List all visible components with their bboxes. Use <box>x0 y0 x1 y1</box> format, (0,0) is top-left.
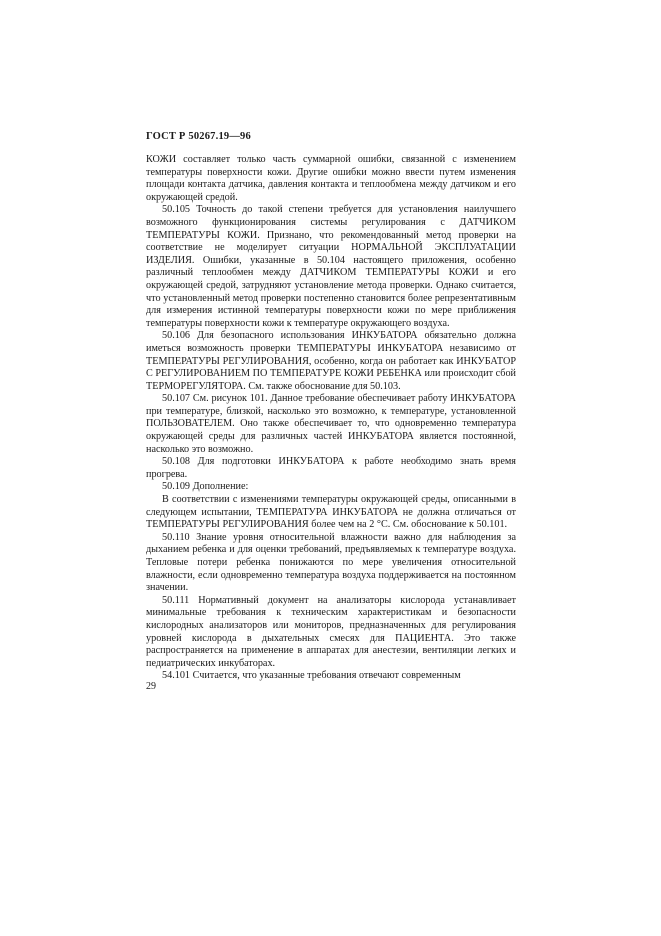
paragraph-50-108: 50.108 Для подготовки ИНКУБАТОРА к работе необходимо знать время прогрева. <box>146 456 516 480</box>
paragraph-50-109-text: В соответствии с изменениями температуры окружающей среды, описанными в следующем испытании, ТЕМПЕРАТУРА ИНКУБАТОРА не должна отличаться от ТЕМПЕРАТУРЫ РЕГУЛИРОВАНИЯ более чем на 2 °С. См. обоснование к 50.101. <box>146 494 516 531</box>
paragraph-50-111: 50.111 Нормативный документ на анализаторы кислорода устанавливает минимальные требования к техническим характеристикам и безопасности кислородных анализаторов или мониторов, предназначенных для регулирования уровней кислорода в дыхательных смесях для ПАЦИЕНТА. Это также распространяется на применение в аппаратах для анестезии, вентиляции легких и педиатрических инкубаторах. <box>146 594 516 669</box>
paragraph-50-110: 50.110 Знание уровня относительной влажности важно для наблюдения за дыханием ребенка и для оценки требований, предъявляемых к температуре воздуха. Тепловые потери ребенка понижаются по мере увеличения относительной влажности, если одновременно температура воздуха поддерживается на постоянном значении. <box>146 531 516 594</box>
document-header: ГОСТ Р 50267.19—96 <box>146 131 251 142</box>
paragraph-continuation: КОЖИ составляет только часть суммарной ошибки, связанной с изменением температуры поверхности кожи. Другие ошибки можно ввести путем изменения площади контакта датчика, давления контакта и теплообмена между датчиком и его окружающей средой. <box>146 154 516 203</box>
page-number: 29 <box>146 681 156 692</box>
document-body <box>146 154 516 683</box>
paragraph-50-105: 50.105 Точность до такой степени требуется для установления наилучшего возможного функционирования системы регулирования с ДАТЧИКОМ ТЕМПЕРАТУРЫ КОЖИ. Признано, что рекомендованный метод проверки на соответствие не моделирует ситуации НОРМАЛЬНОЙ ЭКСПЛУАТАЦИИ ИЗДЕЛИЯ. Ошибки, указанные в 50.104 настоящего приложения, особенно различный теплообмен между ДАТЧИКОМ ТЕМПЕРАТУРЫ КОЖИ и его окружающей средой, затрудняют установление метода проверки. Однако считается, что установленный метод проверки постепенно становится более репрезентативным для измерения истинной температуры поверхности кожи по мере приближения температуры поверхности кожи к температуре окружающего воздуха. <box>146 204 516 329</box>
paragraph-54-101: 54.101 Считается, что указанные требования отвечают современным <box>162 670 461 682</box>
paragraph-50-106: 50.106 Для безопасного использования ИНКУБАТОРА обязательно должна иметься возможность проверки ТЕМПЕРАТУРЫ ИНКУБАТОРА независимо от ТЕМПЕРАТУРЫ РЕГУЛИРОВАНИЯ, особенно, когда он работает как ИНКУБАТОР С РЕГУЛИРОВАНИЕМ ПО ТЕМПЕРАТУРЕ КОЖИ РЕБЕНКА или происходит сбой ТЕРМОРЕГУЛЯТОРА. См. также обоснование для 50.103. <box>146 330 516 392</box>
paragraph-50-109: 50.109 Дополнение: <box>162 481 249 493</box>
paragraph-50-107: 50.107 См. рисунок 101. Данное требование обеспечивает работу ИНКУБАТОРА при температуре, близкой, насколько это возможно, к температуре, установленной ПОЛЬЗОВАТЕЛЕМ. Оно также обеспечивает то, что одновременно температура окружающей среды для различных частей ИНКУБАТОРА является постоянной, насколько это возможно. <box>146 393 516 455</box>
